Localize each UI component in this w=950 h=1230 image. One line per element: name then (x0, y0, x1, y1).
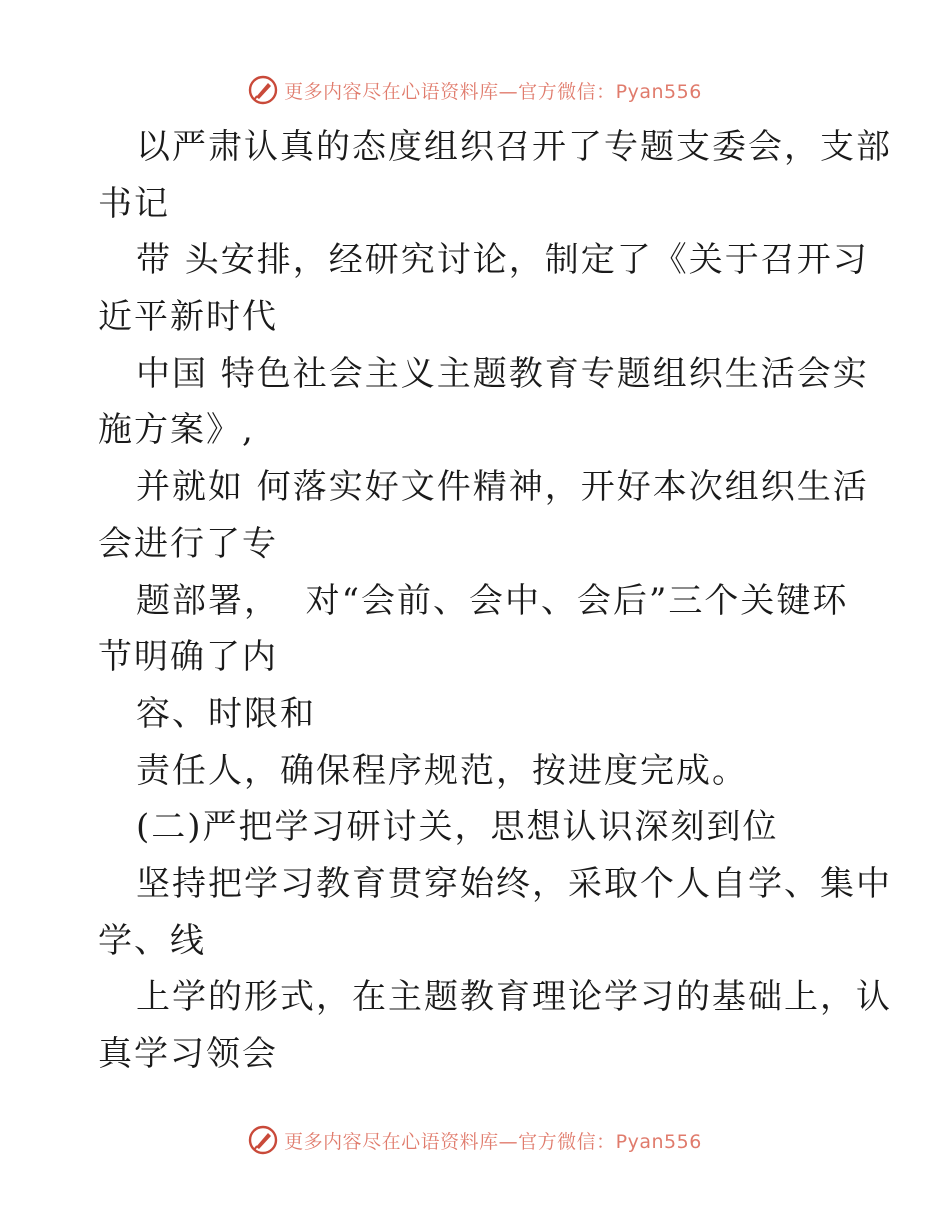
body-line: 并就如 何落实好文件精神，开好本次组织生活 (136, 467, 869, 508)
body-line: 容、时限和 (136, 693, 316, 734)
body-line: 真学习领会 (98, 1034, 278, 1074)
body-line: 以严肃认真的态度组织召开了专题支委会，支部 (136, 127, 892, 167)
footer-banner (0, 1120, 950, 1160)
footer-banner-text: 更多内容尽在心语资料库—官方微信：Pyan556 (284, 1130, 702, 1153)
document-body (98, 119, 892, 1083)
body-line: 带 头安排，经研究讨论，制定了《关于召开习 (136, 240, 869, 281)
body-line: 上学的形式，在主题教育理论学习的基础上，认 (136, 977, 892, 1018)
body-line: 责任人，确保程序规范，按进度完成。 (136, 750, 748, 791)
section-heading: (二)严把学习研讨关，思想认识深刻到位 (136, 807, 779, 848)
body-line: 学、线 (98, 920, 206, 961)
header-banner-text: 更多内容尽在心语资料库—官方微信：Pyan556 (284, 80, 702, 103)
body-line: 施方案》, (98, 410, 255, 451)
body-line: 书记 (98, 183, 170, 224)
quill-logo-icon (248, 1125, 278, 1155)
body-line: 近平新时代 (98, 297, 278, 338)
body-line: 中国 特色社会主义主题教育专题组织生活会实 (136, 353, 869, 394)
quill-logo-icon (248, 75, 278, 105)
body-line: 坚持把学习教育贯穿始终，采取个人自学、集中 (136, 863, 892, 904)
body-line: 题部署， 对“会前、会中、会后”三个关键环 (136, 580, 849, 621)
body-line: 会进行了专 (98, 523, 278, 564)
header-banner (0, 70, 950, 110)
body-line: 节明确了内 (98, 637, 278, 678)
